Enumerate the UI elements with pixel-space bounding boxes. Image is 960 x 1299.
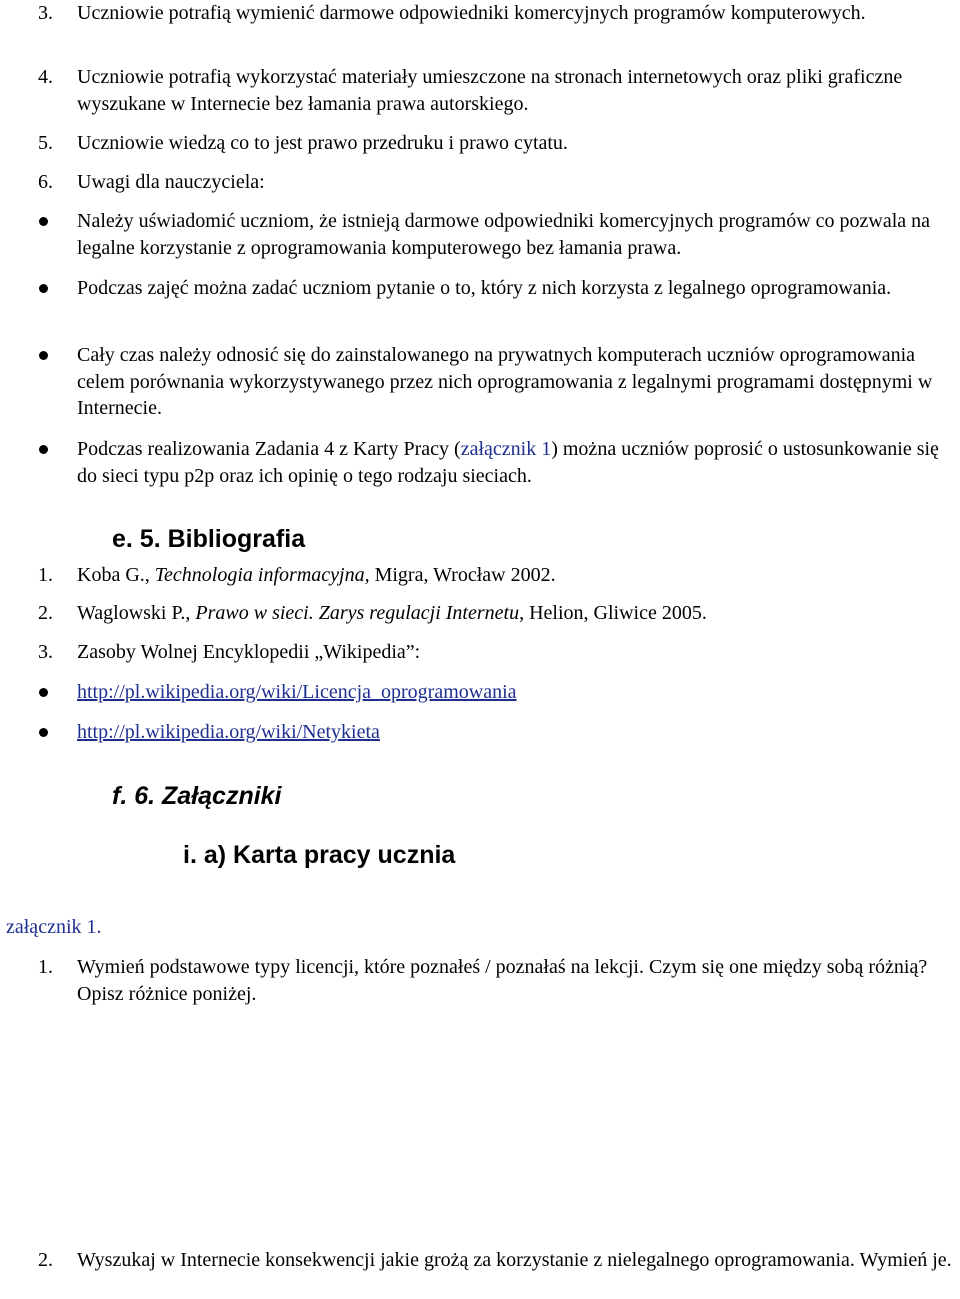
- bibliography-item: [0, 562, 960, 589]
- bibliography-item: [0, 600, 960, 627]
- attachment-link[interactable]: załącznik 1: [460, 438, 552, 460]
- objective-number: 4.: [38, 66, 53, 88]
- task-text: Wymień podstawowe typy licencji, które poznałeś / poznałaś na lekcji. Czym się one między sobą różnią? Opisz różnice poniżej.: [77, 956, 928, 1005]
- objective-text: Uczniowie potrafią wykorzystać materiały umieszczone na stronach internetowych oraz pliki graficzne wyszukane w Internecie bez łamania prawa autorskiego.: [77, 66, 903, 115]
- objective-6: [0, 169, 960, 196]
- note-text-after: ) można uczniów poprosić o ustosunkowanie się do sieci typu p2p oraz ich opinię o tego rodzaju sieciach.: [77, 438, 939, 487]
- task-item: [0, 1247, 960, 1274]
- bullet-icon: [39, 217, 48, 226]
- bibliography-author: Waglowski P.,: [77, 602, 191, 624]
- bullet-icon: [39, 445, 48, 454]
- attachments-heading: f. 6. Załączniki: [112, 782, 282, 810]
- bibliography-number: 3.: [38, 641, 53, 663]
- bullet-icon: [39, 284, 48, 293]
- bibliography-number: 1.: [38, 564, 53, 586]
- note-text-before: Podczas realizowania Zadania 4 z Karty Pracy (: [77, 438, 461, 460]
- objective-text: Uczniowie wiedzą co to jest prawo przedruku i prawo cytatu.: [77, 132, 568, 154]
- bullet-icon: [39, 688, 48, 697]
- bibliography-heading: e. 5. Bibliografia: [112, 525, 306, 553]
- task-item: [0, 954, 960, 1007]
- task-number: 2.: [38, 1249, 53, 1271]
- attachment-label: załącznik 1.: [6, 916, 102, 938]
- note-text: Należy uświadomić uczniom, że istnieją darmowe odpowiedniki komercyjnych programów co pozwala na legalne korzystanie z oprogramowania komputerowego bez łamania prawa.: [77, 210, 931, 259]
- note-text: Cały czas należy odnosić się do zainstalowanego na prywatnych komputerach uczniów oprogramowania celem porównania wykorzystywanego przez nich oprogramowania z legalnymi programami dostępnymi w Internecie.: [77, 344, 933, 419]
- bibliography-author: Koba G.,: [77, 564, 150, 586]
- objective-number: 6.: [38, 171, 53, 193]
- note-item: [0, 275, 960, 302]
- bibliography-text: Zasoby Wolnej Encyklopedii „Wikipedia”:: [77, 641, 421, 663]
- task-text: Wyszukaj w Internecie konsekwencji jakie grożą za korzystanie z nielegalnego oprogramowania. Wymień je.: [77, 1249, 952, 1271]
- objective-text: Uwagi dla nauczyciela:: [77, 171, 265, 193]
- task-number: 1.: [38, 956, 53, 978]
- bullet-icon: [39, 728, 48, 737]
- objective-number: 3.: [38, 2, 53, 24]
- bibliography-title: Prawo w sieci. Zarys regulacji Internetu: [195, 602, 520, 624]
- objective-4: [0, 64, 960, 117]
- note-item: [0, 208, 960, 261]
- bullet-icon: [39, 351, 48, 360]
- wikipedia-link-netykieta[interactable]: http://pl.wikipedia.org/wiki/Netykieta: [77, 721, 380, 743]
- bibliography-publisher: , Helion, Gliwice 2005.: [519, 602, 707, 624]
- note-text: Podczas zajęć można zadać uczniom pytanie o to, który z nich korzysta z legalnego oprogramowania.: [77, 277, 892, 299]
- objective-text: Uczniowie potrafią wymienić darmowe odpowiedniki komercyjnych programów komputerowych.: [77, 2, 866, 24]
- bibliography-item: [0, 639, 960, 666]
- objective-5: [0, 130, 960, 157]
- bibliography-link-item: [0, 679, 960, 706]
- objective-3: [0, 0, 960, 27]
- bibliography-title: Technologia informacyjna,: [154, 564, 370, 586]
- bibliography-publisher: Migra, Wrocław 2002.: [374, 564, 556, 586]
- bibliography-link-item: [0, 719, 960, 746]
- note-item: [0, 436, 960, 489]
- worksheet-heading: i. a) Karta pracy ucznia: [183, 841, 456, 869]
- objective-number: 5.: [38, 132, 53, 154]
- bibliography-number: 2.: [38, 602, 53, 624]
- wikipedia-link-licencja[interactable]: http://pl.wikipedia.org/wiki/Licencja_oprogramowania: [77, 681, 517, 703]
- note-item: [0, 342, 960, 422]
